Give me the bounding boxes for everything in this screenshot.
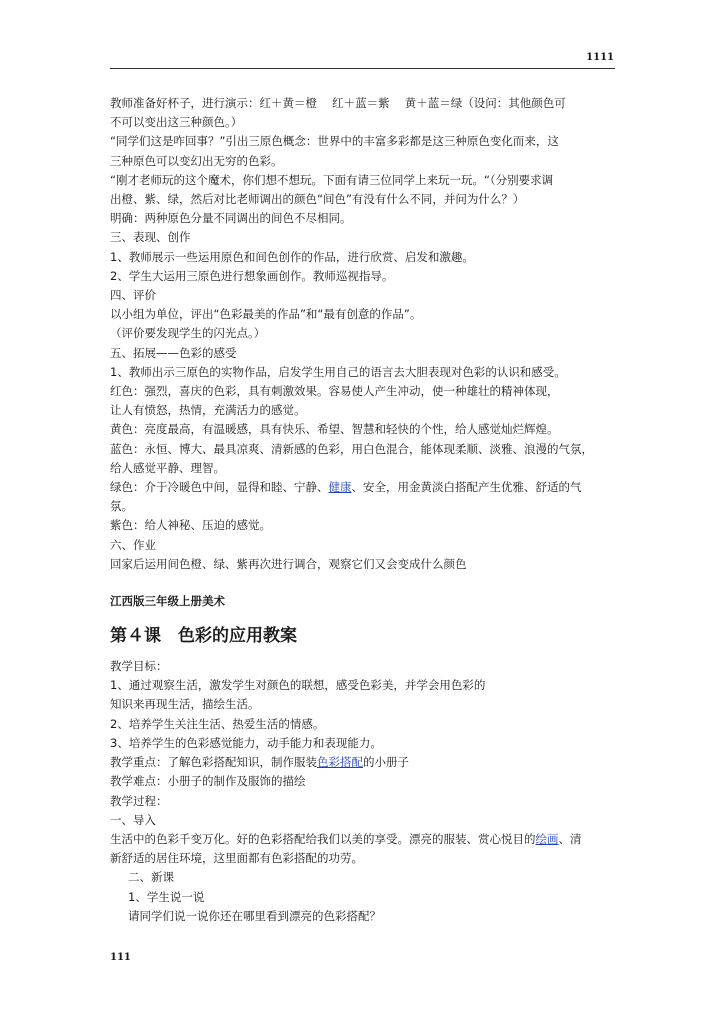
text-line: 1、学生说一说	[128, 889, 205, 904]
text-line	[110, 753, 625, 772]
lesson-title: 第４课 色彩的应用教案	[110, 626, 297, 647]
text-line	[110, 478, 625, 497]
text-line: 1、教师出示三原色的实物作品，启发学生用自己的语言去大胆表现对色彩的认识和感受。	[110, 364, 566, 379]
text-line: 3、培养学生的色彩感觉能力，动手能力和表现能力。	[110, 735, 382, 750]
section-heading: 一、导入	[110, 812, 156, 827]
text-line: 知识来再现生活，描绘生活。	[110, 697, 260, 712]
text-line: 回家后运用间色橙、绿、紫再次进行调合，观察它们又会变成什么颜色	[110, 556, 467, 571]
text-line: 以小组为单位，评出“色彩最美的作品”和“最有创意的作品”。	[110, 307, 422, 322]
text-line: 1、教师展示一些运用原色和间色创作的作品，进行欣赏、启发和激趣。	[110, 249, 474, 264]
text-segment: 绿色：介于冷暖色中间，显得和睦、宁静、	[110, 480, 329, 495]
header-page-number: 1111	[586, 52, 614, 63]
text-line: 让人有愤怒，热情，充满活力的感觉。	[110, 403, 306, 418]
text-line: 不可以变出这三种颜色。）	[110, 115, 243, 130]
text-line: 明确：两种原色分量不同调出的间色不尽相同。	[110, 211, 352, 226]
text-segment: 、安全，用金黄淡白搭配产生优雅、舒适的气	[351, 480, 582, 495]
text-line: 请同学们说一说你还在哪里看到漂亮的色彩搭配？	[128, 908, 381, 923]
section-heading: 六、作业	[110, 537, 156, 552]
text-line: 教学难点：小册子的制作及服饰的描绘	[110, 774, 306, 789]
text-line: “同学们这是咋回事？”引出三原色概念：世界中的丰富多彩都是这三种原色变化而来，这	[110, 134, 559, 149]
text-line: 氛。	[110, 499, 133, 514]
text-line: 红色：强烈，喜庆的色彩，具有刺激效果。容易使人产生冲动，使一种雄壮的精神体现，	[110, 384, 559, 399]
text-line: 蓝色：永恒、博大、最具凉爽、清新感的色彩，用白色混合，能体现柔顺、淡雅、浪漫的气氛，	[110, 441, 593, 456]
text-line: 三种原色可以变幻出无穷的色彩。	[110, 153, 283, 168]
footer-page-number: 111	[110, 952, 131, 963]
section-label: 江西版三年级上册美术	[110, 594, 225, 609]
spacer	[110, 574, 625, 592]
text-line: 教学目标：	[110, 659, 168, 674]
section-heading: 二、新课	[128, 870, 174, 885]
text-line: 出橙、紫、绿，然后对比老师调出的颜色“间色”有没有什么不同，并问为什么？）	[110, 192, 525, 207]
text-segment: 、清	[558, 831, 582, 846]
text-line: 给人感觉平静、理智。	[110, 460, 225, 475]
text-line: 新舒适的居住环境，这里面都有色彩搭配的功劳。	[110, 851, 363, 866]
text-line: 2、培养学生关注生活、热爱生活的情感。	[110, 716, 325, 731]
section-heading: 四、评价	[110, 288, 156, 303]
text-segment: 生活中的色彩千变万化。好的色彩搭配给我们以美的享受。漂亮的服装、赏心悦目的	[110, 831, 536, 846]
document-body	[110, 94, 625, 926]
text-line: 黄色：亮度最高，有温暖感，具有快乐、希望、智慧和轻快的个性，给人感觉灿烂辉煌。	[110, 422, 559, 437]
text-line: 1、通过观察生活，激发学生对颜色的联想，感受色彩美，并学会用色彩的	[110, 678, 486, 693]
text-segment: 的小册子	[363, 755, 409, 770]
text-line: 紫色：给人神秘、压迫的感觉。	[110, 518, 271, 533]
section-heading: 三、表现、创作	[110, 230, 191, 245]
text-line: 2、学生大运用三原色进行想象画创作。教师巡视指导。	[110, 268, 394, 283]
header-divider	[110, 68, 615, 69]
text-segment: 教学重点：了解色彩搭配知识，制作服装	[110, 755, 317, 770]
link-health[interactable]: 健康	[328, 480, 352, 495]
text-line: 教师准备好杯子，进行演示：红＋黄＝橙 红＋蓝＝紫 黄＋蓝＝绿（设问：其他颜色可	[110, 96, 566, 110]
link-color-matching[interactable]: 色彩搭配	[317, 755, 363, 770]
text-line: 教学过程：	[110, 793, 168, 808]
text-line: “刚才老师玩的这个魔术，你们想不想玩。下面有请三位同学上来玩一玩。“（分别要求调	[110, 172, 554, 187]
text-line: （评价要发现学生的闪光点。）	[110, 326, 266, 341]
text-line	[110, 830, 625, 849]
link-painting[interactable]: 绘画	[535, 831, 559, 846]
section-heading: 五、拓展——色彩的感受	[110, 345, 237, 360]
